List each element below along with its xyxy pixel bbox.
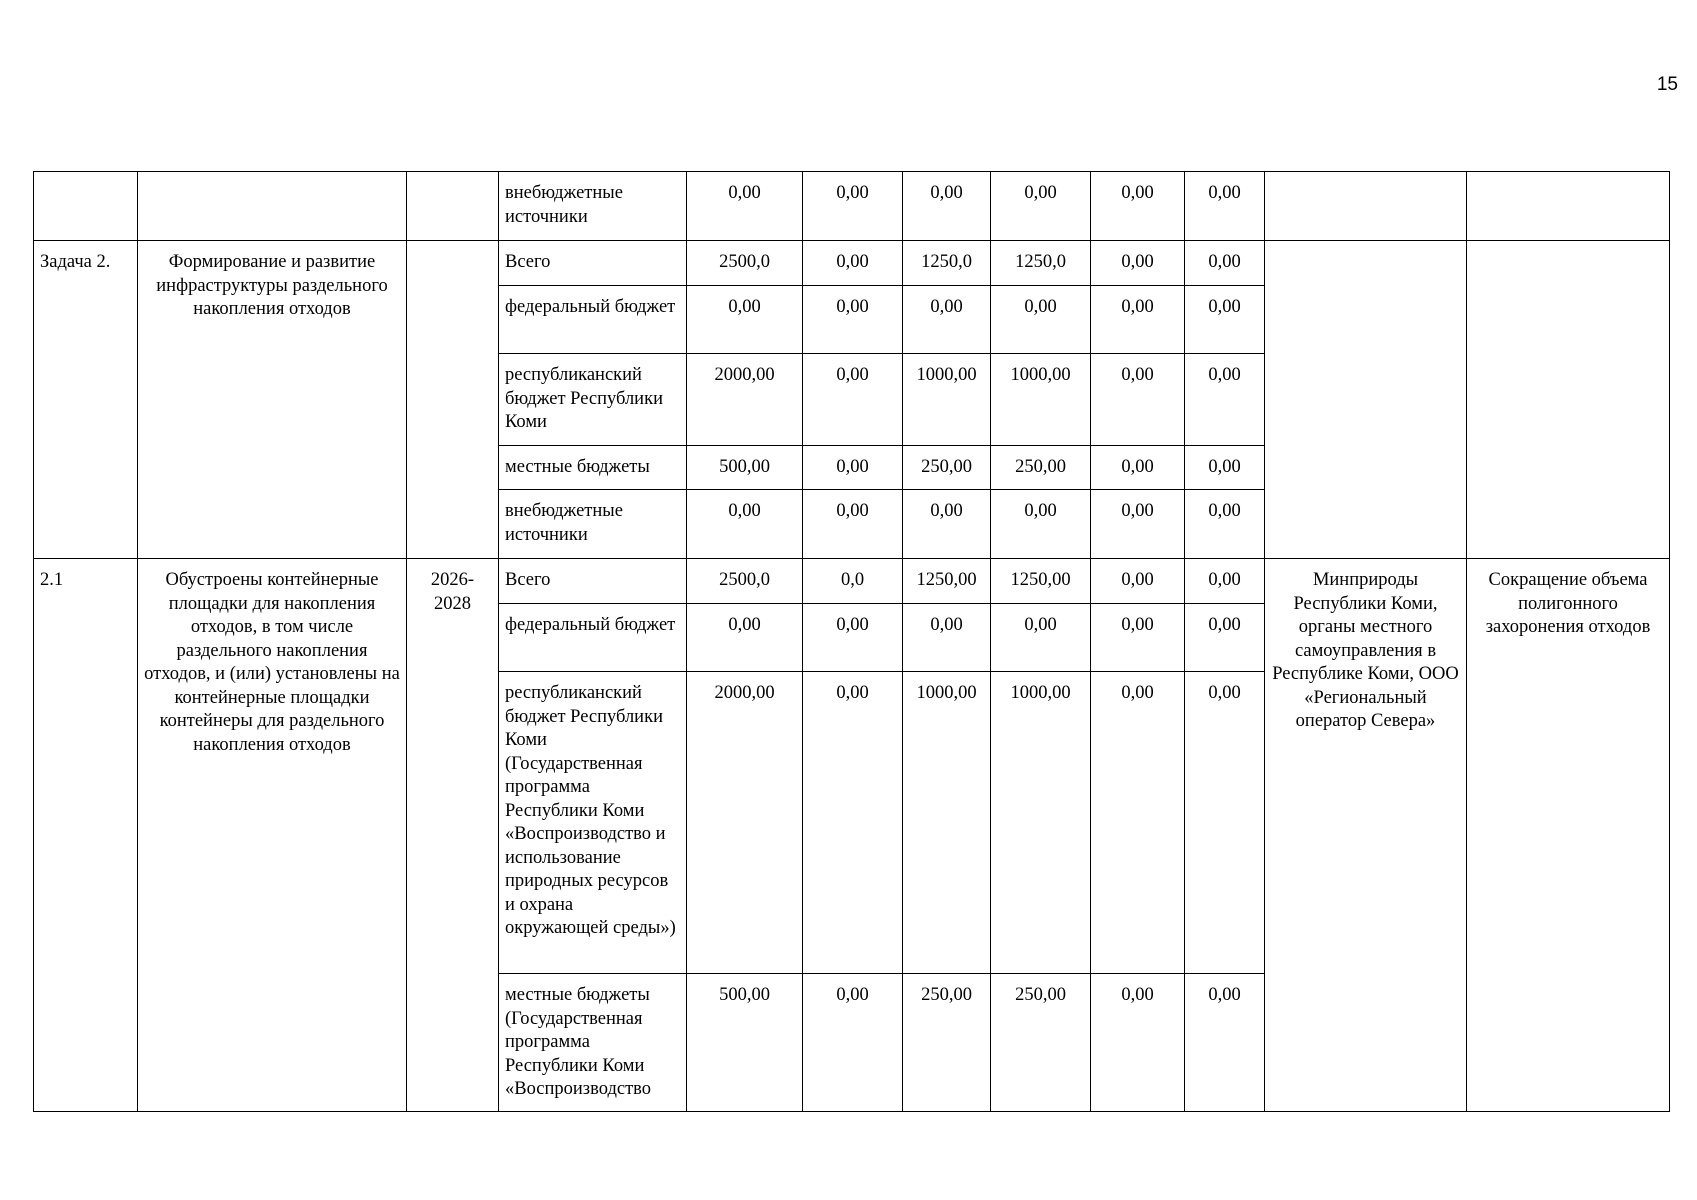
- value-cell: 0,00: [903, 490, 991, 559]
- value-cell: 0,00: [1185, 672, 1265, 974]
- funding-source: местные бюджеты: [499, 446, 687, 490]
- item-number: 2.1: [34, 559, 138, 1112]
- value-cell: 1000,00: [991, 672, 1091, 974]
- value-cell: 0,00: [1091, 559, 1185, 604]
- value-cell: 0,00: [803, 241, 903, 286]
- value-cell: 0,00: [1091, 446, 1185, 490]
- value-cell: 0,00: [687, 490, 803, 559]
- funding-source: местные бюджеты (Государственная программа Республики Коми «Воспроизводство: [499, 974, 687, 1112]
- value-cell: 0,00: [803, 354, 903, 446]
- page-number: 15: [1656, 74, 1678, 95]
- value-cell: 500,00: [687, 974, 803, 1112]
- empty-cell: [1265, 172, 1467, 241]
- value-cell: 250,00: [991, 974, 1091, 1112]
- funding-source: республиканский бюджет Республики Коми (Государственная программа Республики Коми «Воспроизводство и использование природных ресурсов и охрана окружающей среды»): [499, 672, 687, 974]
- value-cell: 0,00: [1185, 559, 1265, 604]
- value-cell: 0,00: [903, 604, 991, 672]
- item-period: 2026-2028: [407, 559, 499, 1112]
- value-cell: 0,00: [991, 604, 1091, 672]
- value-cell: 0,00: [803, 604, 903, 672]
- table-row: [34, 241, 1670, 286]
- value-cell: 0,00: [803, 490, 903, 559]
- expected-result: Сокращение объема полигонного захоронения отходов: [1467, 559, 1670, 1112]
- task-title: Формирование и развитие инфраструктуры раздельного накопления отходов: [138, 241, 407, 559]
- value-cell: 1250,00: [991, 559, 1091, 604]
- value-cell: 1000,00: [991, 354, 1091, 446]
- value-cell: 0,00: [991, 490, 1091, 559]
- funding-source: федеральный бюджет: [499, 286, 687, 354]
- responsible-executor: Минприроды Республики Коми, органы местного самоуправления в Республике Коми, ООО «Региональный оператор Севера»: [1265, 559, 1467, 1112]
- value-cell: 0,00: [991, 172, 1091, 241]
- value-cell: 0,00: [687, 172, 803, 241]
- item-title: Обустроены контейнерные площадки для накопления отходов, в том числе раздельного накопления отходов, и (или) установлены на контейнерные площадки контейнеры для раздельного накопления отходов: [138, 559, 407, 1112]
- funding-source: Всего: [499, 241, 687, 286]
- value-cell: 250,00: [903, 446, 991, 490]
- funding-source: внебюджетные источники: [499, 172, 687, 241]
- value-cell: 250,00: [991, 446, 1091, 490]
- value-cell: 2500,0: [687, 559, 803, 604]
- funding-source: Всего: [499, 559, 687, 604]
- value-cell: 0,00: [991, 286, 1091, 354]
- value-cell: 0,00: [1091, 172, 1185, 241]
- funding-source: федеральный бюджет: [499, 604, 687, 672]
- value-cell: 2500,0: [687, 241, 803, 286]
- value-cell: 0,00: [1091, 354, 1185, 446]
- value-cell: 0,0: [803, 559, 903, 604]
- value-cell: 0,00: [803, 672, 903, 974]
- table-row: [34, 172, 1670, 241]
- value-cell: 1000,00: [903, 672, 991, 974]
- value-cell: 0,00: [1185, 446, 1265, 490]
- value-cell: 1000,00: [903, 354, 991, 446]
- program-table: [33, 171, 1670, 1112]
- value-cell: 0,00: [1091, 974, 1185, 1112]
- empty-cell: [1467, 172, 1670, 241]
- value-cell: 250,00: [903, 974, 991, 1112]
- value-cell: 0,00: [687, 604, 803, 672]
- funding-source: внебюджетные источники: [499, 490, 687, 559]
- value-cell: 0,00: [687, 286, 803, 354]
- task-label: Задача 2.: [34, 241, 138, 559]
- value-cell: 1250,0: [991, 241, 1091, 286]
- empty-cell: [407, 172, 499, 241]
- value-cell: 0,00: [1185, 604, 1265, 672]
- empty-cell: [34, 172, 138, 241]
- value-cell: 0,00: [1185, 490, 1265, 559]
- value-cell: 0,00: [803, 974, 903, 1112]
- value-cell: 0,00: [1091, 672, 1185, 974]
- value-cell: 0,00: [903, 286, 991, 354]
- empty-cell: [138, 172, 407, 241]
- value-cell: 0,00: [803, 286, 903, 354]
- value-cell: 0,00: [1185, 286, 1265, 354]
- value-cell: 0,00: [1185, 974, 1265, 1112]
- value-cell: 0,00: [903, 172, 991, 241]
- value-cell: 0,00: [1185, 241, 1265, 286]
- value-cell: 0,00: [1185, 172, 1265, 241]
- value-cell: 500,00: [687, 446, 803, 490]
- value-cell: 0,00: [1091, 241, 1185, 286]
- value-cell: 0,00: [803, 446, 903, 490]
- empty-cell: [407, 241, 499, 559]
- value-cell: 0,00: [1091, 286, 1185, 354]
- funding-source: республиканский бюджет Республики Коми: [499, 354, 687, 446]
- value-cell: 0,00: [1091, 604, 1185, 672]
- empty-cell: [1265, 241, 1467, 559]
- value-cell: 1250,0: [903, 241, 991, 286]
- value-cell: 2000,00: [687, 354, 803, 446]
- value-cell: 2000,00: [687, 672, 803, 974]
- value-cell: 1250,00: [903, 559, 991, 604]
- value-cell: 0,00: [1185, 354, 1265, 446]
- table-row: [34, 559, 1670, 604]
- value-cell: 0,00: [1091, 490, 1185, 559]
- empty-cell: [1467, 241, 1670, 559]
- value-cell: 0,00: [803, 172, 903, 241]
